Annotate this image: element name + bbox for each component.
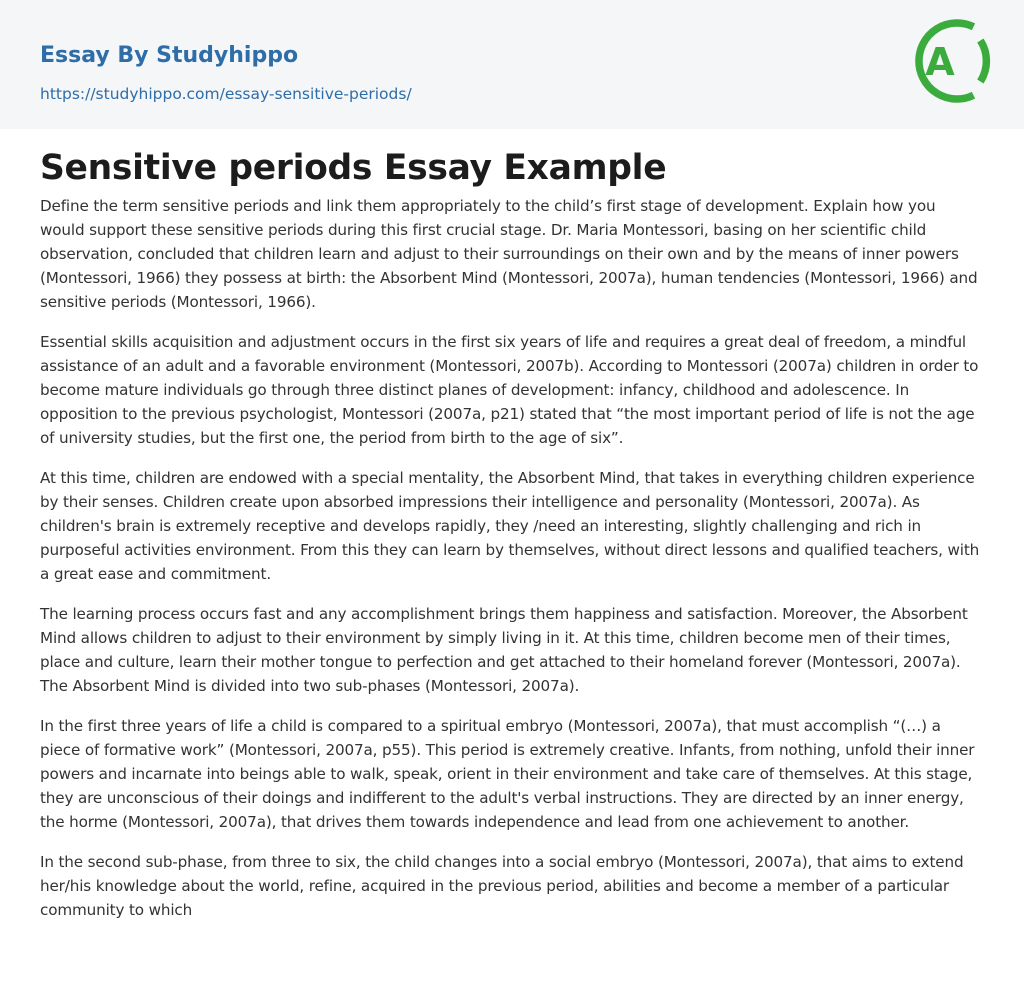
page-title: Sensitive periods Essay Example (40, 148, 667, 188)
essay-paragraph: In the second sub-phase, from three to six, the child changes into a social embryo (Montessori, 2007a), that aims to extend her/his knowledge about the world, refine, acquired in the previous period, abilities and become a member of a particular community to which (40, 853, 964, 919)
site-header (0, 0, 1024, 129)
site-brand[interactable]: Essay By Studyhippo (40, 43, 299, 68)
studyhippo-logo-icon[interactable] (908, 18, 992, 106)
logo-letter: A (925, 40, 955, 84)
essay-paragraph: The learning process occurs fast and any accomplishment brings them happiness and satisfaction. Moreover, the Absorbent Mind allows children to adjust to their environment by simply living in it. At this time, children become men of their times, place and culture, learn their mother tongue to perfection and get attached to their homeland forever (Montessori, 2007a). The Absorbent Mind is divided into two sub-phases (Montessori, 2007a). (40, 605, 968, 695)
essay-paragraph: In the first three years of life a child is compared to a spiritual embryo (Montessori, 2007a), that must accomplish “(…) a piece of formative work” (Montessori, 2007a, p55). This period is extremely creative. Infants, from nothing, unfold their inner powers and incarnate into beings able to walk, speak, orient in their environment and take care of themselves. At this stage, they are unconscious of their doings and indifferent to the adult's verbal instructions. They are directed by an inner energy, the horme (Montessori, 2007a), that drives them towards independence and lead from one achievement to another. (40, 717, 975, 831)
essay-body (40, 194, 984, 938)
essay-paragraph: Define the term sensitive periods and link them appropriately to the child’s first stage of development. Explain how you would support these sensitive periods during this first crucial stage. Dr. Maria Montessori, basing on her scientific child observation, concluded that children learn and adjust to their surroundings on their own and by the means of inner powers (Montessori, 1966) they possess at birth: the Absorbent Mind (Montessori, 2007a), human tendencies (Montessori, 1966) and sensitive periods (Montessori, 1966). (40, 197, 978, 311)
essay-paragraph: Essential skills acquisition and adjustment occurs in the first six years of life and requires a great deal of freedom, a mindful assistance of an adult and a favorable environment (Montessori, 2007b). According to Montessori (2007a) children in order to become mature individuals go through three distinct planes of development: infancy, childhood and adolescence. In opposition to the previous psychologist, Montessori (2007a, p21) stated that “the most important period of life is not the age of university studies, but the first one, the period from birth to the age of six”. (40, 333, 979, 447)
essay-url-link[interactable]: https://studyhippo.com/essay-sensitive-periods/ (40, 85, 412, 103)
essay-paragraph: At this time, children are endowed with a special mentality, the Absorbent Mind, that takes in everything children experience by their senses. Children create upon absorbed impressions their intelligence and personality (Montessori, 2007a). As children's brain is extremely receptive and develops rapidly, they /need an interesting, slightly challenging and rich in purposeful activities environment. From this they can learn by themselves, without direct lessons and qualified teachers, with a great ease and commitment. (40, 469, 980, 583)
